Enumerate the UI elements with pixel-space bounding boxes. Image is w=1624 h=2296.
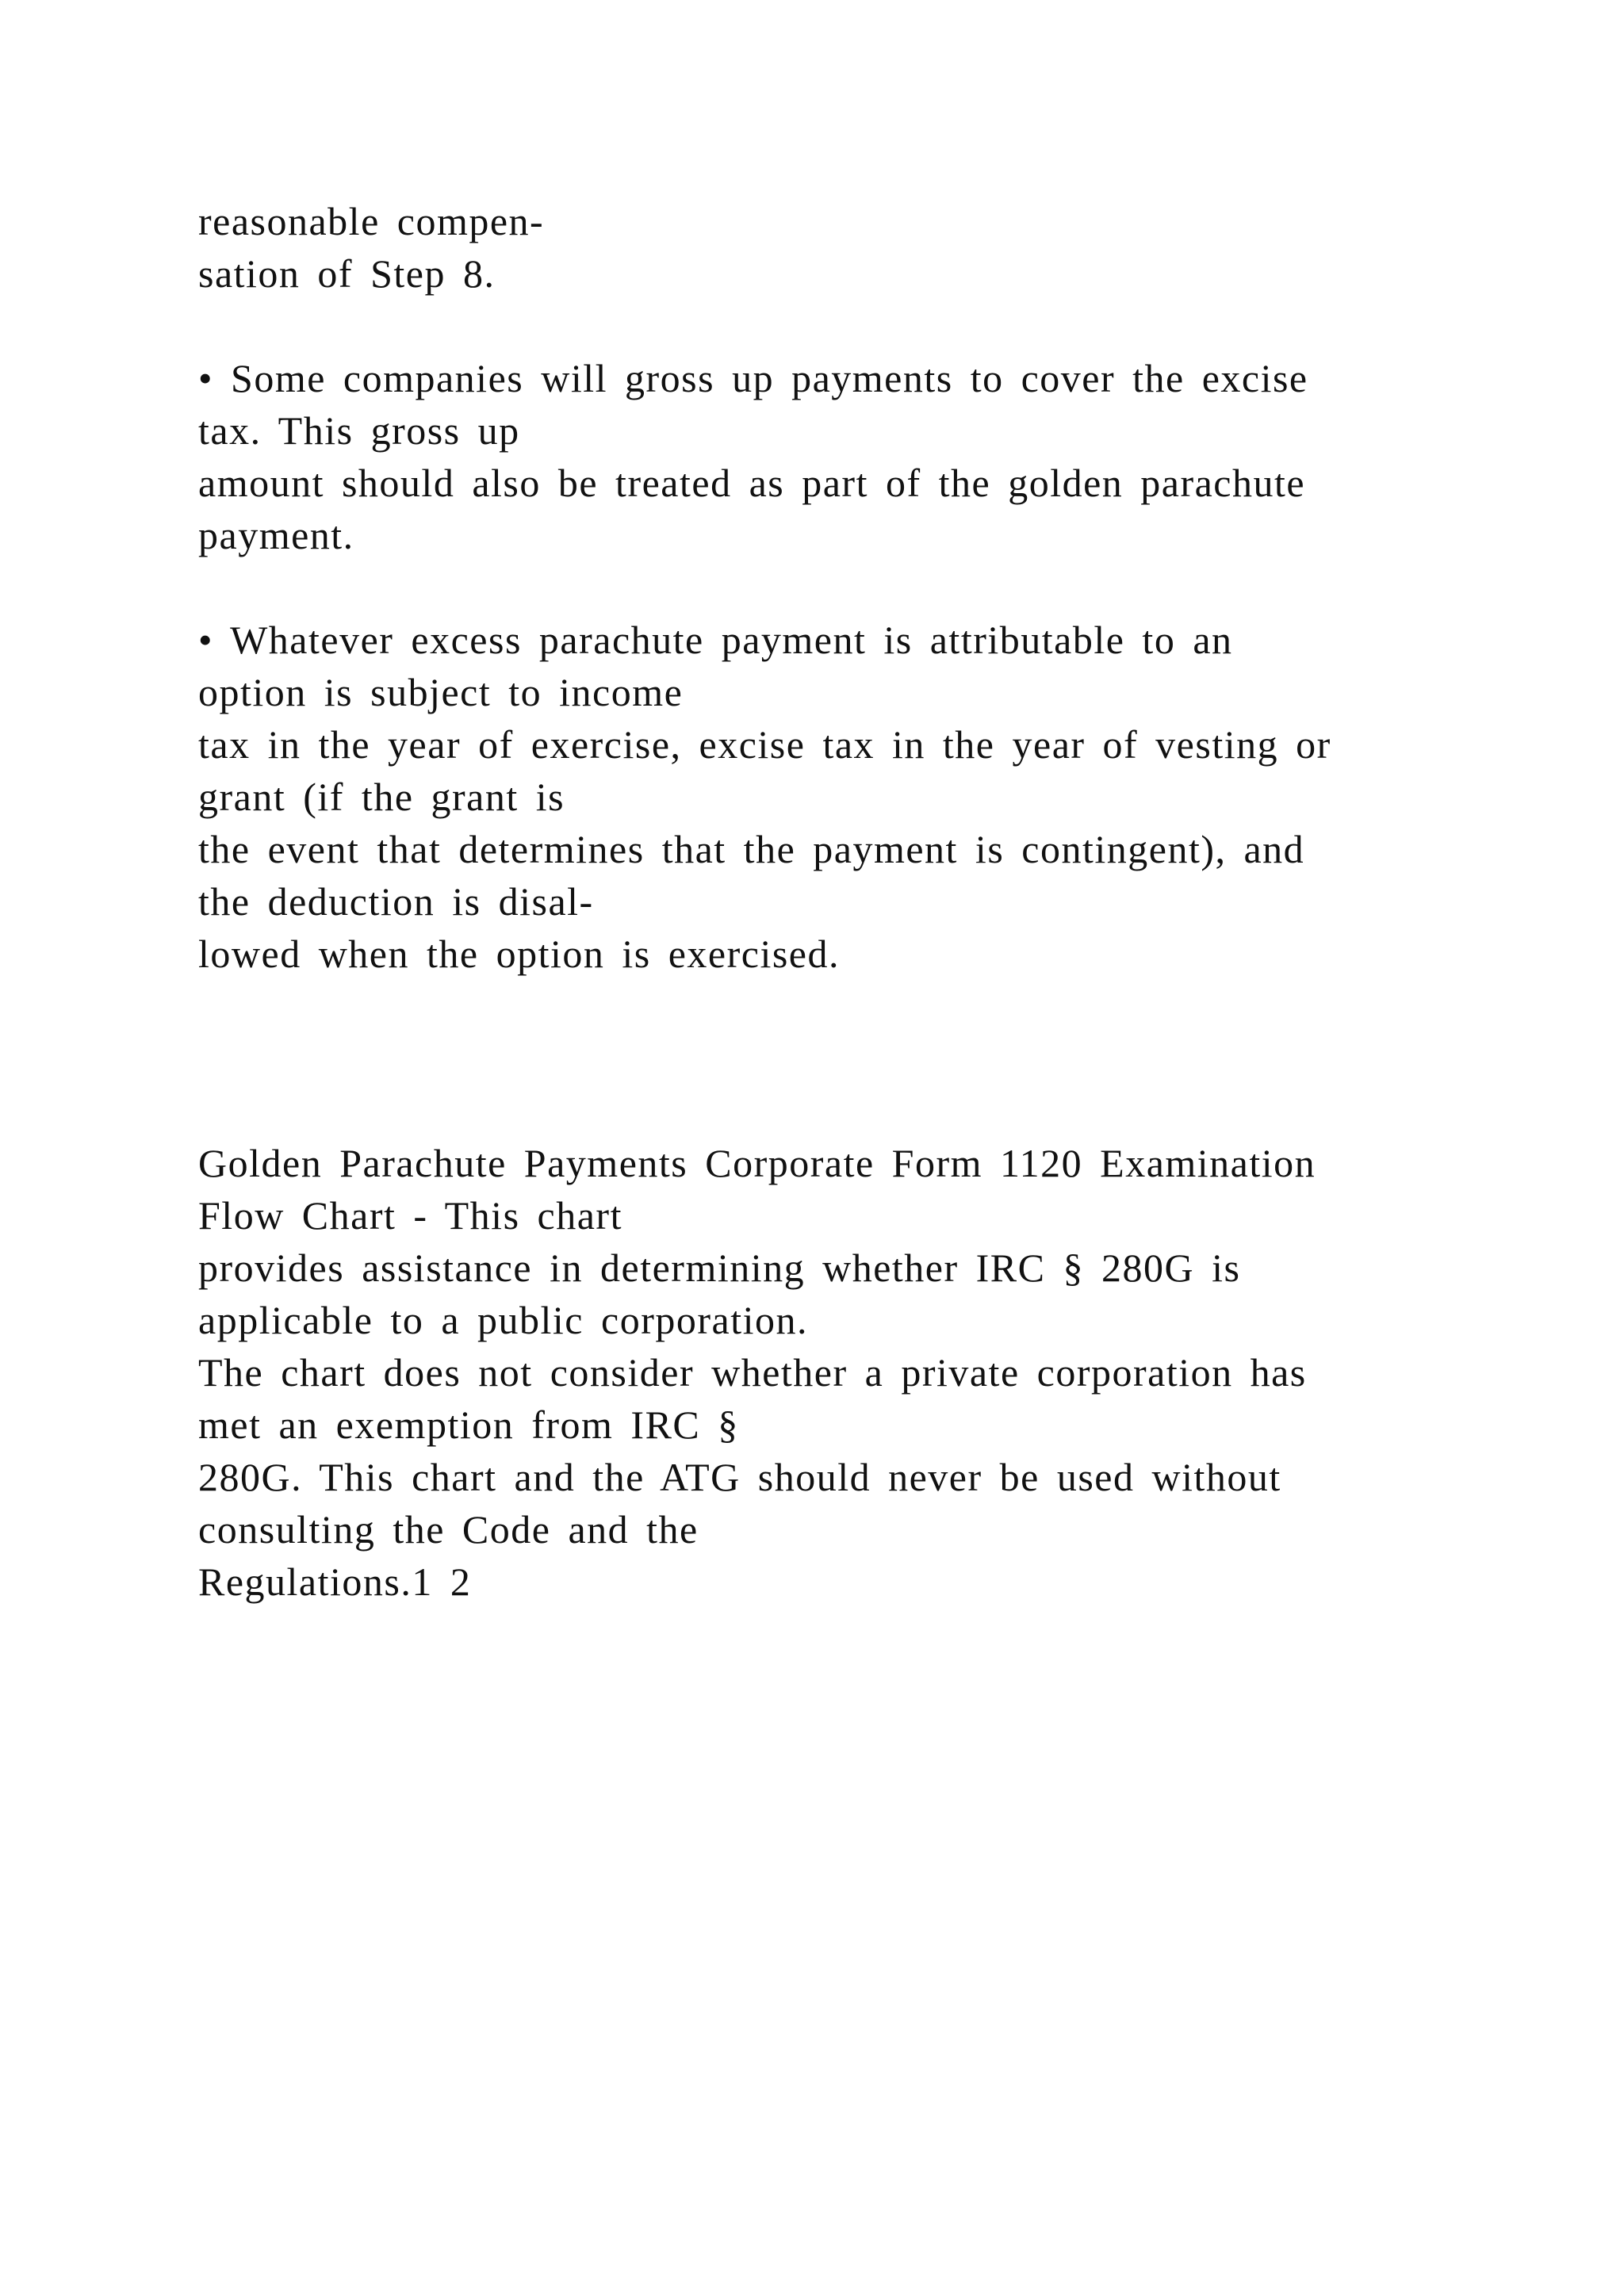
- flow-chart-text-line-5: 280G. This chart and the ATG should never be used without: [198, 1455, 1281, 1499]
- flow-chart-text-line-4: met an exemption from IRC §: [198, 1402, 739, 1447]
- bullet-gross-up-line-1: • Some companies will gross up payments to cover the excise: [198, 356, 1308, 400]
- bullet-gross-up-line-2: tax. This gross up: [198, 408, 520, 453]
- text-line-reasonable-compensation: reasonable compen-: [198, 199, 545, 243]
- bullet-option-line-7: lowed when the option is exercised.: [198, 932, 840, 976]
- bullet-gross-up-line-3: amount should also be treated as part of the golden parachute: [198, 461, 1306, 505]
- flow-chart-text-line-2: applicable to a public corporation.: [198, 1298, 808, 1342]
- bullet-option-line-5: the event that determines that the payment is contingent), and: [198, 827, 1305, 871]
- flow-chart-text-line-6: consulting the Code and the: [198, 1507, 699, 1552]
- flow-chart-heading-line-1: Golden Parachute Payments Corporate Form 1120 Examination: [198, 1141, 1316, 1185]
- flow-chart-heading-line-2: Flow Chart - This chart: [198, 1193, 622, 1238]
- bullet-option-line-2: option is subject to income: [198, 670, 684, 714]
- bullet-option-line-4: grant (if the grant is: [198, 775, 565, 819]
- flow-chart-text-line-1: provides assistance in determining whether IRC § 280G is: [198, 1246, 1241, 1290]
- bullet-option-line-1: • Whatever excess parachute payment is attributable to an: [198, 618, 1233, 662]
- flow-chart-text-line-7: Regulations.1 2: [198, 1559, 472, 1604]
- bullet-option-line-3: tax in the year of exercise, excise tax in the year of vesting or: [198, 722, 1331, 767]
- text-line-step-8: sation of Step 8.: [198, 251, 496, 296]
- bullet-gross-up-line-4: payment.: [198, 513, 354, 557]
- bullet-option-line-6: the deduction is disal-: [198, 879, 594, 924]
- flow-chart-text-line-3: The chart does not consider whether a private corporation has: [198, 1350, 1307, 1395]
